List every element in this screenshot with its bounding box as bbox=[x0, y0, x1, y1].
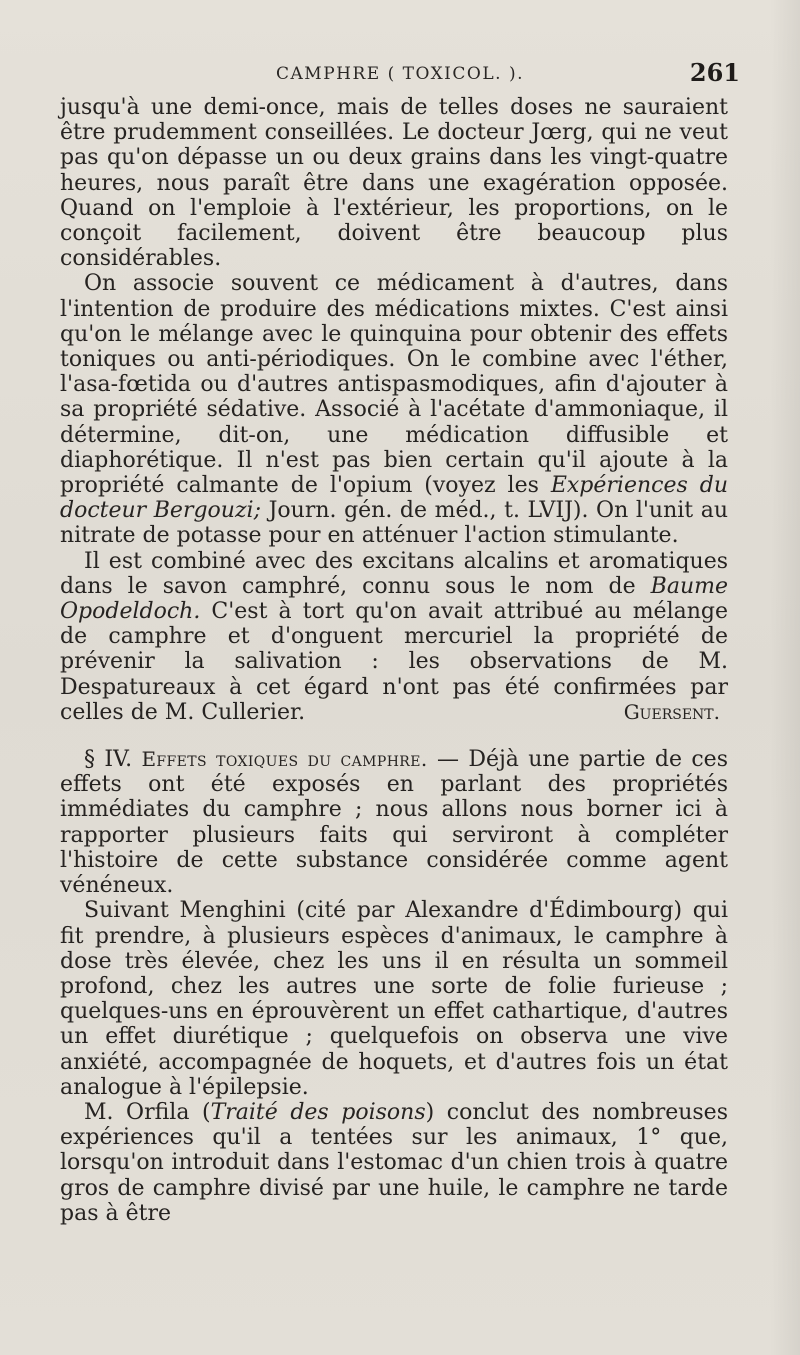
paragraph-text: C'est à tort qu'on avait attribué au mélange de camphre et d'onguent mercuriel la propriété de prévenir la salivation : les observations de M. Despatureaux à cet égard n'ont pas été confirmées par celles de M. Cullerier. bbox=[60, 599, 728, 725]
page-body bbox=[60, 95, 728, 1226]
italic-term: Baume Opodeldoch. bbox=[60, 573, 728, 625]
paragraph-opodeldoch bbox=[60, 549, 728, 725]
italic-title: Traité des poisons bbox=[210, 1099, 426, 1125]
page-edge-shadow bbox=[770, 0, 800, 1355]
running-title: CAMPHRE ( TOXICOL. ). bbox=[276, 64, 524, 84]
paragraph-text: Il est combiné avec des excitans alcalins et aromatiques dans le savon camphré, connu sous le nom de bbox=[60, 548, 728, 599]
paragraph-continuation bbox=[60, 95, 728, 271]
page-number: 261 bbox=[689, 58, 740, 87]
paragraph-orfila bbox=[60, 1100, 728, 1226]
section-iv-paragraph bbox=[60, 747, 728, 898]
paragraph-text: M. Orfila ( bbox=[84, 1099, 211, 1125]
paragraph-text: ) conclut des nombreuses expériences qu'il a tentées sur les animaux, 1° que, lorsqu'on introduit dans l'estomac d'un chien trois à quatre gros de camphre divisé par une huile, le camphre ne tarde pas à être bbox=[60, 1099, 728, 1226]
section-heading: Effets toxiques du camphre. bbox=[141, 747, 428, 772]
author-signature: Guersent. bbox=[623, 699, 720, 724]
paragraph-text: jusqu'à une demi-once, mais de telles doses ne sauraient être prudemment conseillées. Le docteur Jœrg, qui ne veut pas qu'on dépasse un ou deux grains dans les vingt-quatre heures, nous paraît être dans une exagération opposée. Quand on l'emploie à l'extérieur, les proportions, on le conçoit facilement, doivent être beaucoup plus considérables. bbox=[60, 95, 728, 272]
paragraph-menghini bbox=[60, 898, 728, 1100]
italic-reference: Expériences du docteur Bergouzi; bbox=[60, 473, 728, 524]
page-header bbox=[60, 58, 740, 90]
paragraph-text: Journ. gén. de méd., t. LVIJ). On l'unit au nitrate de potasse pour en atténuer l'action stimulante. bbox=[60, 498, 728, 549]
paragraph-text: — Déjà une partie de ces effets ont été exposés en parlant des propriétés immédiates du camphre ; nous allons nous borner ici à rapporter plusieurs faits qui serviront à compléter l'histoire de cette substance considérée comme agent vénéneux. bbox=[60, 747, 728, 899]
paragraph-associations bbox=[60, 271, 728, 548]
section-mark: § IV. bbox=[84, 747, 133, 773]
paragraph-text: Suivant Menghini (cité par Alexandre d'Édimbourg) qui fit prendre, à plusieurs espèces d'animaux, le camphre à dose très élevée, chez les uns il en résulta un sommeil profond, chez les autres une sorte de folie furieuse ; quelques-uns en éprouvèrent un effet cathartique, d'autres un effet diurétique ; quelquefois on observa une vive anxiété, accompagnée de hoquets, et d'autres fois un état analogue à l'épilepsie. bbox=[60, 898, 728, 1100]
paragraph-text: On associe souvent ce médicament à d'autres, dans l'intention de produire des médications mixtes. C'est ainsi qu'on le mélange avec le quinquina pour obtenir des effets toniques ou anti-périodiques. On le combine avec l'éther, l'asa-fœtida ou d'autres antispasmodiques, afin d'ajouter à sa propriété sédative. Associé à l'acétate d'ammoniaque, il détermine, dit-on, une médication diffusible et diaphorétique. Il n'est pas bien certain qu'il ajoute à la propriété calmante de l'opium (voyez les bbox=[60, 271, 728, 499]
